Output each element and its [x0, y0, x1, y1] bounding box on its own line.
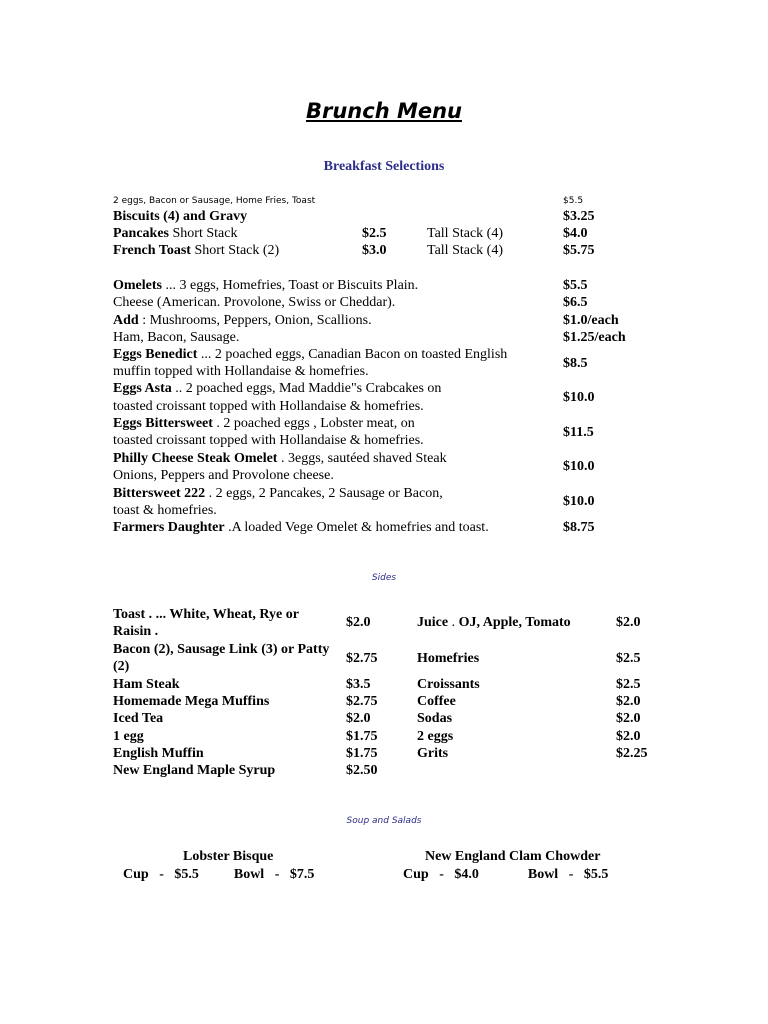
eggs-bittersweet-name: Eggs Bittersweet — [113, 416, 213, 431]
bisque-cup-label: Cup — [123, 867, 149, 882]
bisque-prices — [123, 866, 314, 883]
french-toast-name: French Toast — [113, 243, 191, 258]
side-homefries: Homefries — [417, 651, 480, 666]
eggs-asta-name: Eggs Asta — [113, 381, 172, 396]
eggs-bittersweet-line1 — [113, 415, 415, 432]
philly-desc: . 3eggs, sautéed shaved Steak — [277, 451, 447, 466]
eggs-benedict-line1 — [113, 346, 507, 363]
side-left-item: Ham Steak — [113, 677, 180, 692]
combo-price: $5.5 — [563, 196, 584, 206]
french-toast-tall: Tall Stack (4) — [427, 243, 503, 258]
side-left-item: Homemade Mega Muffins — [113, 694, 270, 709]
pancakes-row — [113, 225, 237, 242]
chowder-cup-price: $4.0 — [454, 867, 479, 882]
chowder-bowl-sep: - — [568, 867, 574, 882]
pancakes-tall-price: $4.0 — [563, 226, 588, 241]
philly-line1 — [113, 450, 447, 467]
omelets-price: $5.5 — [563, 278, 588, 293]
side-right-price: $2.5 — [616, 677, 641, 692]
side-right-item: 2 eggs — [417, 729, 454, 744]
eggs-benedict-line2: muffin topped with Hollandaise & homefries. — [113, 364, 369, 379]
bisque-cup-sep: - — [159, 867, 164, 882]
breakfast-heading: Breakfast Selections — [323, 159, 445, 174]
biscuits-price: $3.25 — [563, 209, 595, 224]
farmers-price: $8.75 — [563, 520, 595, 535]
omelets-desc: ... 3 eggs, Homefries, Toast or Biscuits Plain. — [161, 278, 419, 293]
biscuits-name: Biscuits (4) and Gravy — [113, 209, 248, 224]
chowder-name: New England Clam Chowder — [425, 849, 601, 864]
side-toast-price: $2.0 — [346, 615, 371, 630]
sides-heading: Sides — [371, 573, 397, 583]
eggs-asta-line1 — [113, 380, 441, 397]
chowder-bowl-label: Bowl — [527, 867, 559, 882]
side-left-item: Iced Tea — [113, 711, 164, 726]
eggs-benedict-name: Eggs Benedict — [113, 347, 198, 362]
page-title: Brunch Menu — [305, 99, 462, 123]
omelets-add-price: $1.0/each — [563, 313, 619, 328]
french-toast-short-price: $3.0 — [362, 243, 387, 258]
side-juice — [417, 614, 571, 631]
eggs-bittersweet-desc: . 2 poached eggs , Lobster meat, on — [212, 416, 415, 431]
omelets-cheese: Cheese (American. Provolone, Swiss or Cheddar). — [113, 295, 396, 310]
eggs-asta-price: $10.0 — [563, 390, 595, 405]
french-toast-tall-price: $5.75 — [563, 243, 595, 258]
chowder-prices — [403, 866, 608, 883]
pancakes-short-price: $2.5 — [362, 226, 387, 241]
pancakes-tall: Tall Stack (4) — [427, 226, 503, 241]
side-right-price: $2.25 — [616, 746, 648, 761]
omelets-line — [113, 277, 418, 294]
omelets-cheese-price: $6.5 — [563, 295, 588, 310]
eggs-asta-line2: toasted croissant topped with Hollandaise & homefries. — [113, 399, 424, 414]
bisque-cup-price: $5.5 — [174, 867, 199, 882]
bisque-name: Lobster Bisque — [183, 849, 274, 864]
chowder-cup-sep: - — [439, 867, 444, 882]
side-left-price: $1.75 — [346, 746, 378, 761]
bittersweet222-line1 — [113, 485, 443, 502]
chowder-bowl-price: $5.5 — [583, 867, 609, 882]
pancakes-short: Short Stack — [172, 226, 238, 241]
omelets-name: Omelets — [113, 278, 162, 293]
side-left-price: $2.0 — [346, 711, 371, 726]
farmers-line — [113, 519, 489, 536]
pancakes-name: Pancakes — [113, 226, 169, 241]
eggs-bittersweet-line2: toasted croissant topped with Hollandaise & homefries. — [113, 433, 424, 448]
omelets-add-text: : Mushrooms, Peppers, Onion, Scallions. — [138, 313, 372, 328]
eggs-asta-desc: .. 2 poached eggs, Mad Maddie"s Crabcakes on — [171, 381, 442, 396]
bittersweet222-name: Bittersweet 222 — [113, 486, 206, 501]
side-toast-line2: Raisin . — [113, 624, 159, 639]
side-right-item: Coffee — [417, 694, 456, 709]
side-bacon-line1: Bacon (2), Sausage Link (3) or Patty — [113, 642, 330, 657]
side-right-price: $2.0 — [616, 694, 641, 709]
eggs-bittersweet-price: $11.5 — [563, 425, 594, 440]
side-left-price: $2.75 — [346, 694, 378, 709]
eggs-benedict-desc: ... 2 poached eggs, Canadian Bacon on toasted English — [197, 347, 508, 362]
side-bacon-price: $2.75 — [346, 651, 378, 666]
side-left-price: $1.75 — [346, 729, 378, 744]
side-right-item: Croissants — [417, 677, 480, 692]
side-toast-line1: Toast . ... White, Wheat, Rye or — [113, 607, 299, 622]
side-juice-label: Juice — [417, 615, 449, 630]
side-right-price: $2.0 — [616, 729, 641, 744]
side-left-price: $3.5 — [346, 677, 371, 692]
side-left-price: $2.50 — [346, 763, 378, 778]
side-left-item: English Muffin — [113, 746, 204, 761]
omelets-meat: Ham, Bacon, Sausage. — [113, 330, 240, 345]
eggs-benedict-price: $8.5 — [563, 356, 588, 371]
bisque-bowl-price: $7.5 — [289, 867, 315, 882]
side-juice-price: $2.0 — [616, 615, 641, 630]
french-toast-short: Short Stack (2) — [194, 243, 280, 258]
french-toast-row — [113, 242, 279, 259]
side-bacon-line2: (2) — [113, 659, 130, 674]
bittersweet222-line2: toast & homefries. — [113, 503, 217, 518]
side-left-item: 1 egg — [113, 729, 144, 744]
bittersweet222-price: $10.0 — [563, 494, 595, 509]
side-juice-options: OJ, Apple, Tomato — [458, 615, 571, 630]
chowder-cup-label: Cup — [403, 867, 429, 882]
side-right-item: Grits — [417, 746, 449, 761]
side-right-item: Sodas — [417, 711, 453, 726]
omelets-add-label: Add — [113, 313, 139, 328]
omelets-meat-price: $1.25/each — [563, 330, 626, 345]
side-juice-sep: . — [448, 615, 459, 630]
combo-text: 2 eggs, Bacon or Sausage, Home Fries, Toast — [113, 196, 316, 206]
side-homefries-price: $2.5 — [616, 651, 641, 666]
side-right-price: $2.0 — [616, 711, 641, 726]
soups-heading: Soup and Salads — [346, 816, 422, 826]
omelets-add — [113, 312, 372, 329]
side-left-item: New England Maple Syrup — [113, 763, 276, 778]
philly-price: $10.0 — [563, 459, 595, 474]
farmers-name: Farmers Daughter — [113, 520, 225, 535]
philly-line2: Onions, Peppers and Provolone cheese. — [113, 468, 334, 483]
bisque-bowl-sep: - — [274, 867, 280, 882]
farmers-desc: .A loaded Vege Omelet & homefries and toast. — [224, 520, 489, 535]
bisque-bowl-label: Bowl — [233, 867, 265, 882]
bittersweet222-desc: . 2 eggs, 2 Pancakes, 2 Sausage or Bacon, — [205, 486, 443, 501]
philly-name: Philly Cheese Steak Omelet — [113, 451, 278, 466]
